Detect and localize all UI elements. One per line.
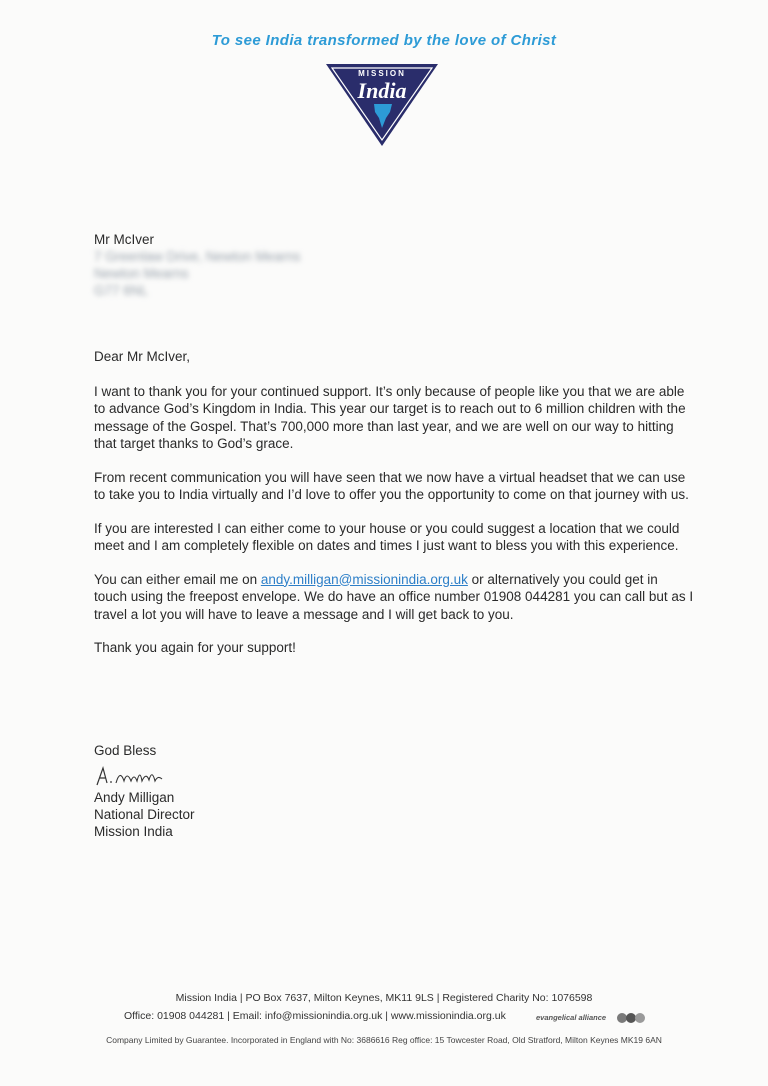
svg-text:India: India: [357, 78, 407, 103]
signer-organisation: Mission India: [94, 824, 173, 839]
signer-name: Andy Milligan: [94, 790, 175, 805]
paragraph-4-end: or alternatively you could get in touch using the freepost envelope. We do have an office number 01908 044281 you can call but as I travel a lot you will have to leave a message and I will get back to you.: [94, 571, 694, 622]
sign-off: God Bless: [94, 743, 157, 758]
address-line-1: 7 Greenlaw Drive, Newton Mearns: [94, 249, 301, 264]
evangelical-alliance-logo: [536, 1009, 646, 1027]
svg-text:MISSION: MISSION: [358, 69, 406, 78]
svg-text:evangelical alliance: evangelical alliance: [536, 1013, 607, 1022]
paragraph-4-start: You can either email me on: [94, 571, 261, 587]
footer-address-line: Mission India | PO Box 7637, Milton Keynes, MK11 9LS | Registered Charity No: 1076598: [175, 992, 593, 1004]
closing-block: [94, 742, 195, 840]
recipient-address: [94, 231, 300, 299]
address-line-2: Newton Mearns: [94, 266, 189, 281]
mission-india-logo: [324, 62, 440, 148]
paragraph-2: From recent communication you will have seen that we now have a virtual headset that we can use to take you to India virtually and I’d love to offer you the opportunity to come on that journey with us.: [94, 469, 689, 502]
paragraph-4: [94, 571, 694, 624]
tagline: To see India transformed by the love of Christ: [211, 32, 557, 49]
signer-title: National Director: [94, 807, 195, 822]
email-link[interactable]: andy.milligan@missionindia.org.uk: [260, 571, 468, 587]
handwritten-signature: [94, 763, 174, 789]
footer-contact-line: Office: 01908 044281 | Email: info@missionindia.org.uk | www.missionindia.org.uk: [124, 1010, 506, 1022]
paragraph-1: I want to thank you for your continued support. It’s only because of people like you that we are able to advance God’s Kingdom in India. This year our target is to reach out to 6 million children with the message of the Gospel. That’s 700,000 more than last year, and we are well on our way to hitting that target thanks to God’s grace.: [94, 383, 686, 451]
address-line-3: G77 6NL: [94, 283, 149, 298]
salutation: Dear Mr McIver,: [94, 349, 191, 364]
recipient-name: Mr McIver: [94, 232, 154, 247]
paragraph-3: If you are interested I can either come to your house or you could suggest a location that we could meet and I am completely flexible on dates and times I just want to bless you with this experience.: [94, 520, 680, 553]
paragraph-5: Thank you again for your support!: [94, 640, 296, 655]
letter-body: [94, 348, 694, 673]
footer-company-line: Company Limited by Guarantee. Incorporated in England with No: 3686616 Reg office: 15 Towcester Road, Old Stratford, Milton Keynes MK19 6AN: [106, 1035, 662, 1045]
